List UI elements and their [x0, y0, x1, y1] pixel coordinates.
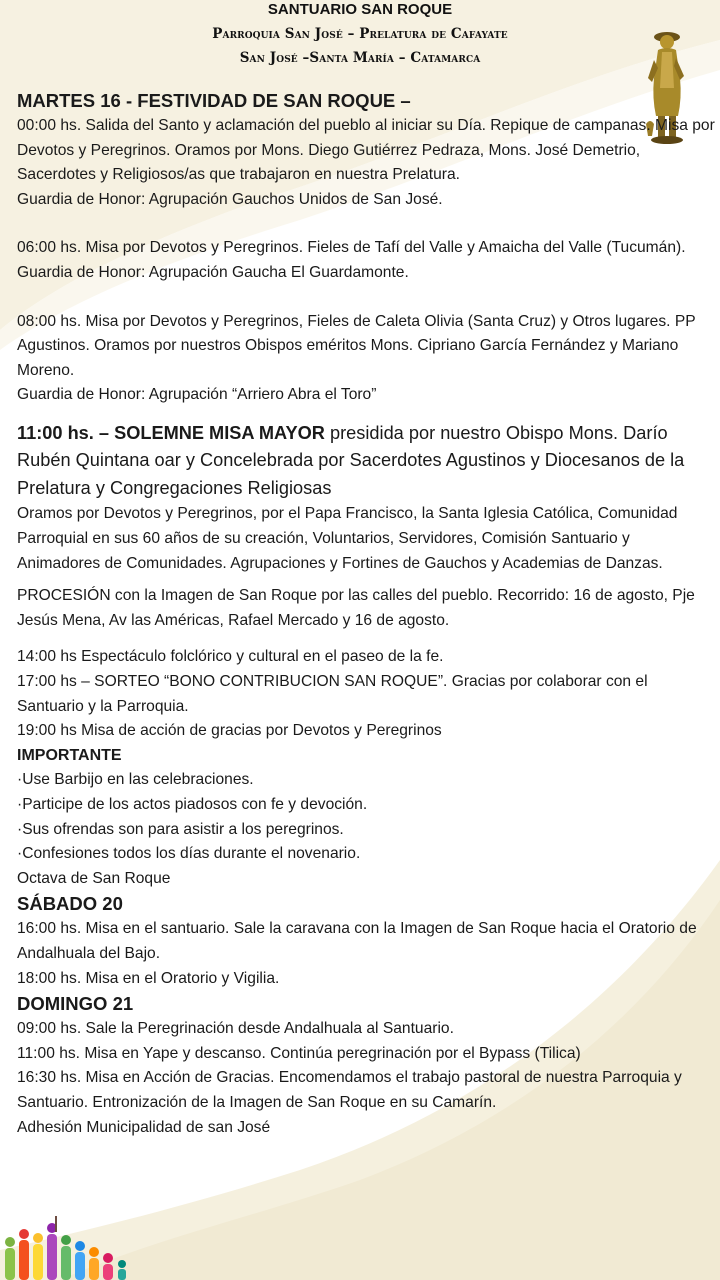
- schedule-1700: 17:00 hs – SORTEO “BONO CONTRIBUCION SAN ROQUE”. Gracias por colaborar con el Santuario y la Parroquia.: [17, 673, 648, 715]
- sabado-heading: SÁBADO 20: [17, 893, 123, 915]
- martes-0600-text: 06:00 hs. Misa por Devotos y Peregrinos. Fieles de Tafí del Valle y Amaicha del Valle (Tucumán).: [17, 239, 686, 257]
- importante-item: ·Participe de los actos piadosos con fe y devoción.: [17, 795, 368, 813]
- domingo-1100: 11:00 hs. Misa en Yape y descanso. Continúa peregrinación por el Bypass (Tilica): [17, 1044, 581, 1062]
- martes-0600-guard: Guardia de Honor: Agrupación Gaucha El Guardamonte.: [17, 263, 409, 281]
- pilgrims-crowd-illustration: [0, 1212, 150, 1280]
- solemne-misa-bold: 11:00 hs. – SOLEMNE MISA MAYOR: [17, 422, 325, 443]
- sabado-1600: 16:00 hs. Misa en el santuario. Sale la caravana con la Imagen de San Roque hacia el Oratorio de Andalhuala del Bajo.: [17, 920, 697, 962]
- solemne-misa-rest: presidida por nuestro Obispo Mons. Darío Rubén Quintana oar y Concelebrada por Sacerdotes Agustinos y Diocesanos de la Prelatura y Congregaciones Religiosas: [17, 422, 685, 498]
- octava-label: Octava de San Roque: [17, 869, 171, 887]
- header-location: San José –Santa María – Catamarca: [239, 50, 481, 66]
- adhesion-text: Adhesión Municipalidad de san José: [17, 1118, 271, 1136]
- header-parish: Parroquia San José – Prelatura de Cafayate: [212, 26, 508, 42]
- martes-0800-guard: Guardia de Honor: Agrupación “Arriero Abra el Toro”: [17, 386, 377, 404]
- importante-item: ·Use Barbijo en las celebraciones.: [17, 771, 254, 789]
- program-body: [17, 88, 715, 1140]
- solemne-misa-heading: [17, 420, 715, 503]
- schedule-1400: 14:00 hs Espectáculo folclórico y cultural en el paseo de la fe.: [17, 648, 444, 666]
- martes-0000-text: 00:00 hs. Salida del Santo y aclamación del pueblo al iniciar su Día. Repique de campanas. Misa por Devotos y Peregrinos. Oramos por Mons. Diego Gutiérrez Pedraza, Mons. José Demetrio, Sacerdotes y Religiosos/as que trabajaron en nuestra Prelatura.: [17, 117, 715, 184]
- procesion-text: PROCESIÓN con la Imagen de San Roque por las calles del pueblo. Recorrido: 16 de agosto, Pje Jesús Mena, Av las Américas, Rafael Mercado y 16 de agosto.: [17, 587, 695, 629]
- importante-item: ·Confesiones todos los días durante el novenario.: [17, 845, 361, 863]
- martes-heading: MARTES 16 - FESTIVIDAD DE SAN ROQUE –: [17, 90, 411, 111]
- sabado-1800: 18:00 hs. Misa en el Oratorio y Vigilia.: [17, 969, 280, 987]
- domingo-1630: 16:30 hs. Misa en Acción de Gracias. Encomendamos el trabajo pastoral de nuestra Parroquia y Santuario. Entronización de la Imagen de San Roque en su Camarín.: [17, 1069, 682, 1111]
- header-title: SANTUARIO SAN ROQUE: [267, 1, 453, 18]
- importante-item: ·Sus ofrendas son para asistir a los peregrinos.: [17, 820, 344, 838]
- martes-0800-text: 08:00 hs. Misa por Devotos y Peregrinos, Fieles de Caleta Olivia (Santa Cruz) y Otros lugares. PP Agustinos. Oramos por nuestros Obispos eméritos Mons. Cipriano García Fernández y Mariano Moreno.: [17, 312, 696, 379]
- oramos-text: Oramos por Devotos y Peregrinos, por el Papa Francisco, la Santa Iglesia Católica, Comunidad Parroquial en sus 60 años de su creación, Voluntarios, Servidores, Comisión Santuario y Animadores de Comunidades. Agrupaciones y Fortines de Gauchos y Academias de Danzas.: [17, 505, 678, 572]
- domingo-0900: 09:00 hs. Sale la Peregrinación desde Andalhuala al Santuario.: [17, 1020, 454, 1038]
- importante-heading: IMPORTANTE: [17, 746, 122, 764]
- schedule-1900: 19:00 hs Misa de acción de gracias por Devotos y Peregrinos: [17, 722, 442, 740]
- domingo-heading: DOMINGO 21: [17, 993, 134, 1015]
- martes-0000-guard: Guardia de Honor: Agrupación Gauchos Unidos de San José.: [17, 190, 443, 208]
